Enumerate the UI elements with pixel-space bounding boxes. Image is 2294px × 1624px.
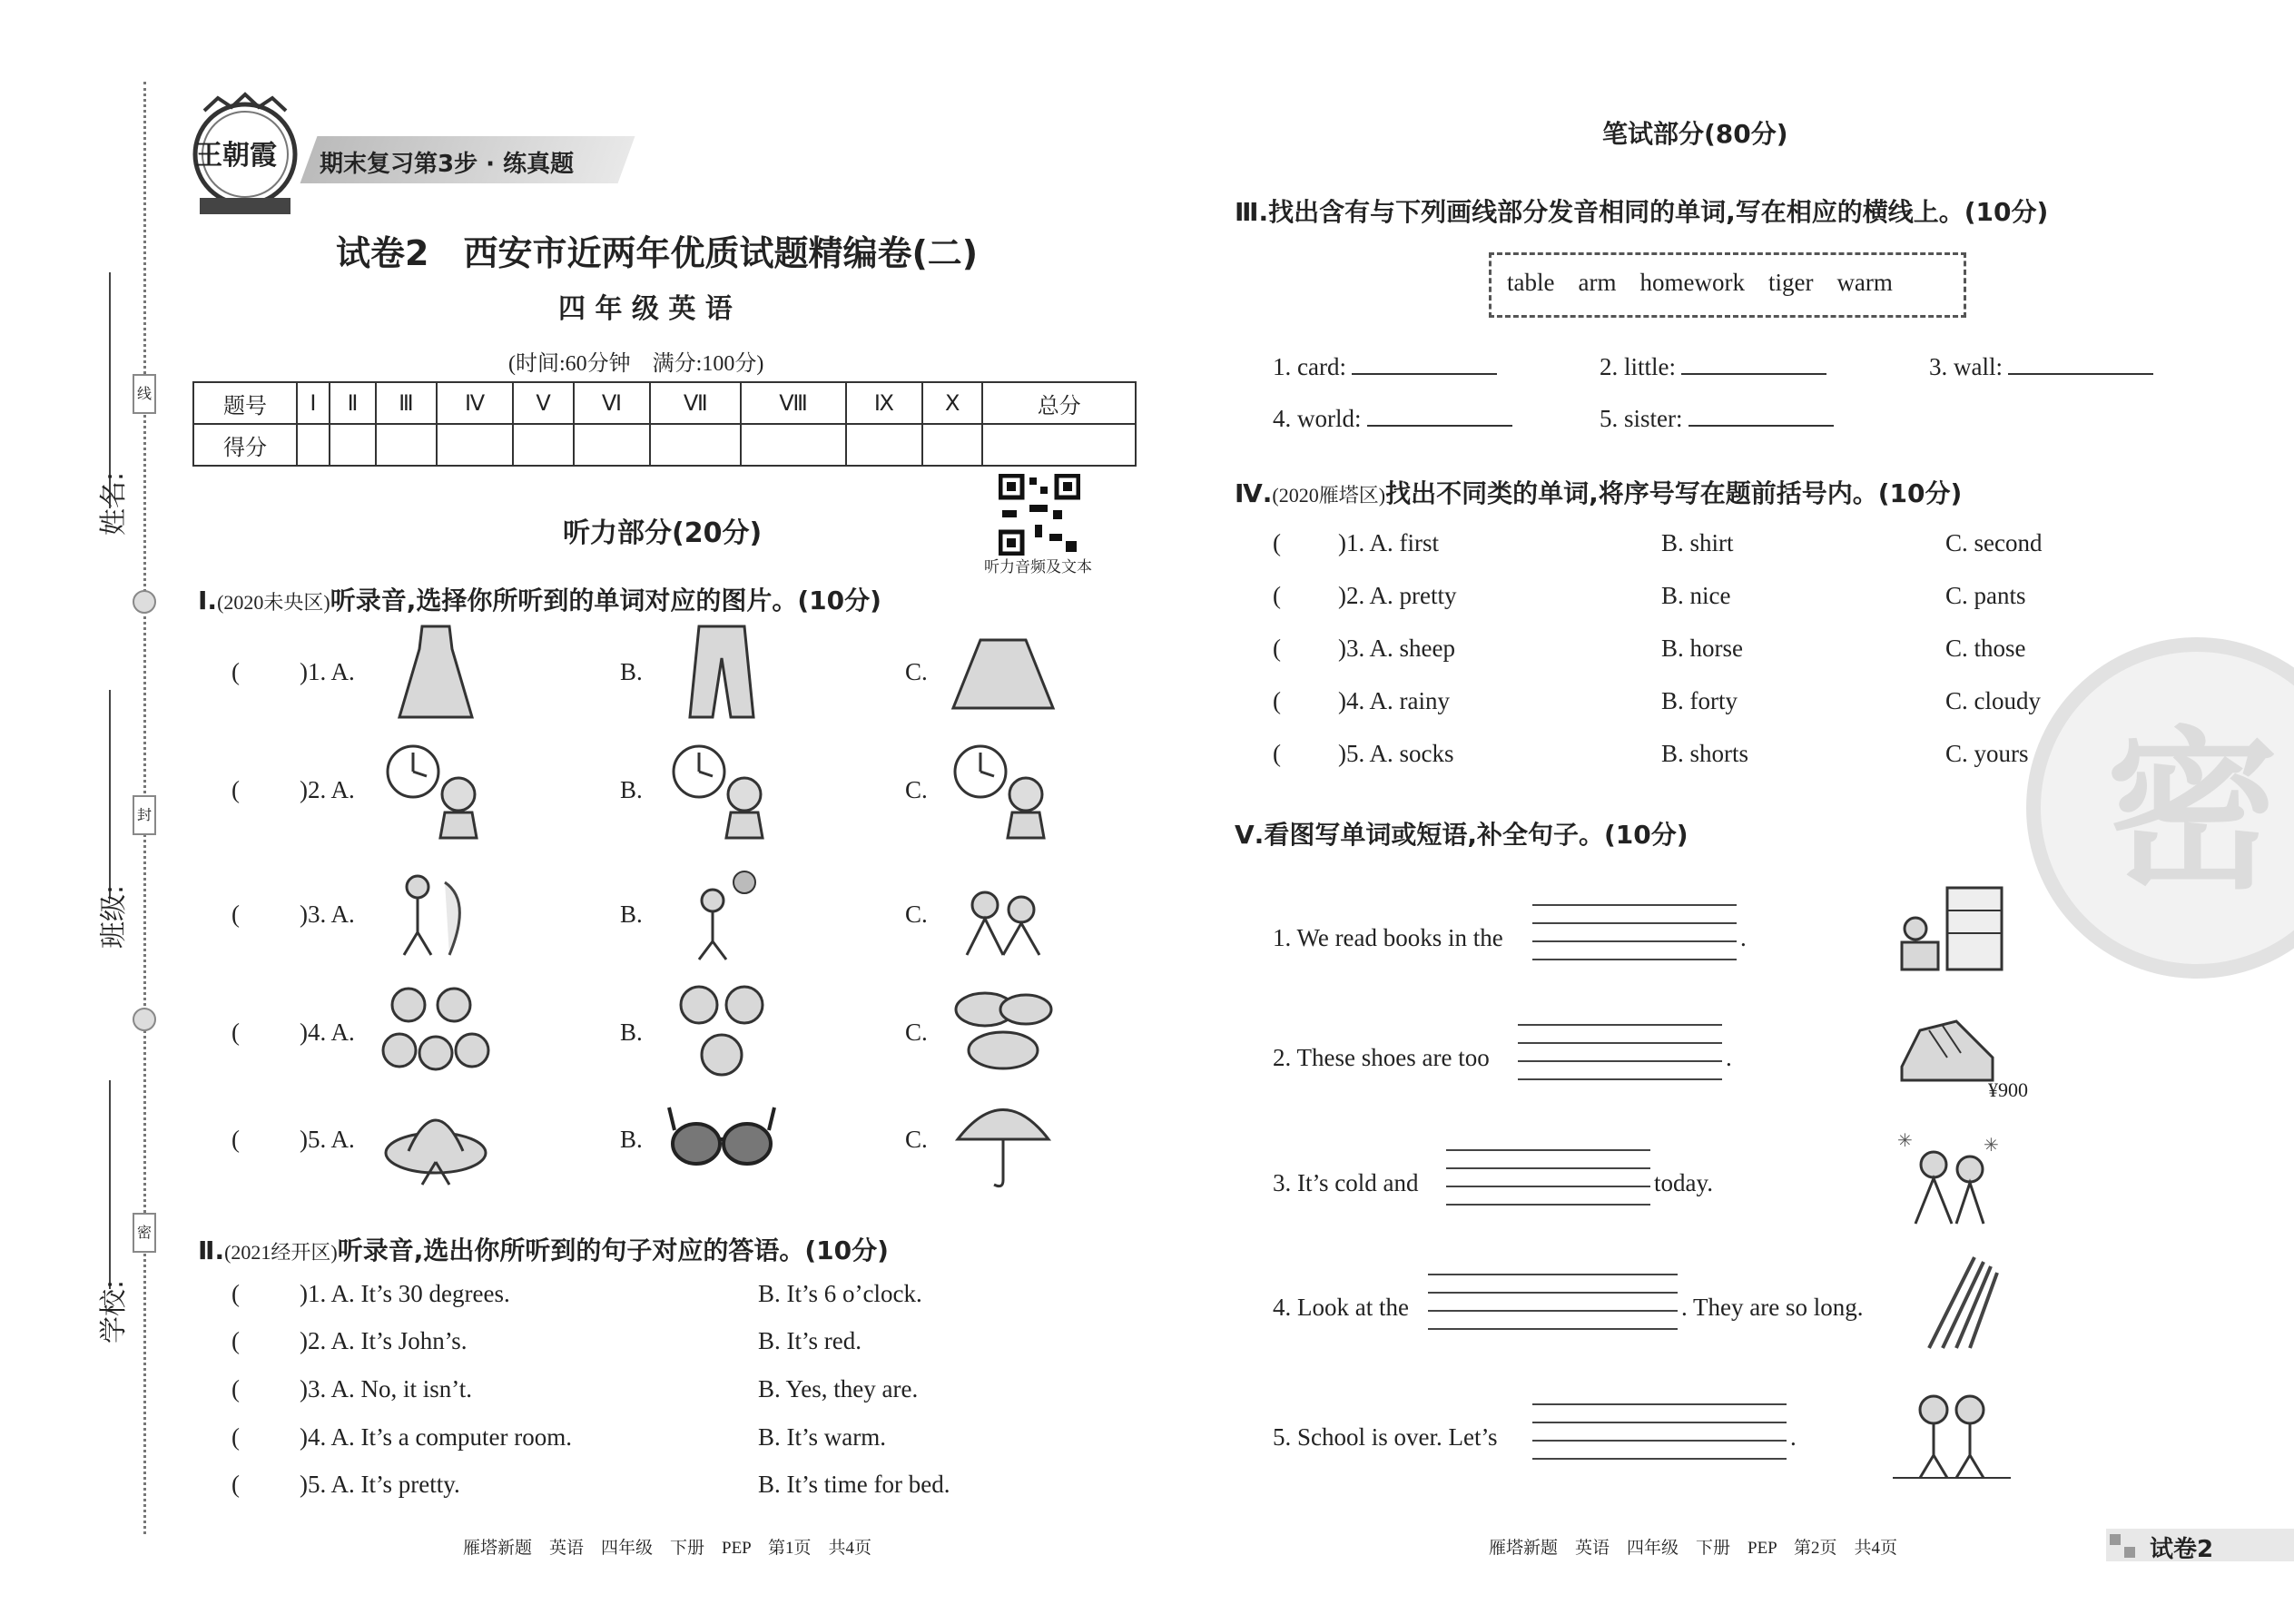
sentence-end: .: [1740, 924, 1747, 951]
score-header-row: [193, 382, 1136, 424]
item-label: )1. A.: [300, 658, 355, 685]
section5-heading: [1235, 815, 1689, 851]
section-number: Ⅳ.: [1235, 478, 1273, 508]
dress-picture: [381, 622, 490, 722]
option-b: B. Yes, they are.: [758, 1375, 919, 1403]
section-number: Ⅲ.: [1235, 197, 1269, 227]
score-header-cell: Ⅷ: [741, 382, 845, 424]
school-line: [109, 1080, 111, 1289]
skirt-picture: [949, 622, 1058, 722]
option-b-label: B.: [620, 901, 643, 928]
score-row: [193, 424, 1136, 466]
answer-paren[interactable]: (: [231, 1126, 240, 1153]
ruled-answer-lines[interactable]: [1446, 1149, 1650, 1204]
svg-text:✳: ✳: [1984, 1134, 1999, 1156]
score-input-cell[interactable]: [330, 424, 376, 466]
section-number: Ⅰ.: [198, 586, 218, 615]
secret-watermark-icon: [2015, 626, 2294, 989]
answer-paren[interactable]: (: [231, 1280, 240, 1307]
section-instruction: 找出不同类的单词,将序号写在题前括号内。(10分): [1385, 478, 1963, 508]
class-line: [109, 690, 111, 899]
footer-right: 雁塔新题 英语 四年级 下册 PEP 第2页 共4页: [1489, 1539, 1898, 1558]
pants-picture: [667, 622, 776, 722]
score-header-cell: Ⅸ: [846, 382, 922, 424]
ruled-answer-lines[interactable]: [1518, 1024, 1722, 1078]
sentence-end: .: [1726, 1044, 1732, 1071]
sentence-start: 3. It’s cold and: [1273, 1169, 1419, 1196]
item-label: )4. A.: [300, 1019, 355, 1046]
answer-blank[interactable]: [1352, 348, 1497, 375]
option-b-label: B.: [620, 1126, 643, 1153]
word-item: table: [1507, 269, 1555, 296]
answer-paren[interactable]: (: [231, 1327, 240, 1354]
score-header-cell: Ⅳ: [437, 382, 514, 424]
answer-paren[interactable]: (: [1273, 529, 1281, 556]
answer-paren[interactable]: (: [231, 901, 240, 928]
option-a: )5. A. It’s pretty.: [300, 1471, 460, 1498]
item-label: )3. A.: [300, 901, 355, 928]
time-info: (时间:60分钟 满分:100分): [508, 352, 764, 376]
answer-blank[interactable]: [1689, 399, 1834, 427]
score-row-label: 得分: [193, 424, 297, 466]
seal-line: 线: [133, 374, 156, 414]
potato-picture: [949, 982, 1058, 1082]
school-label: 学校:: [98, 1279, 130, 1343]
option-b-label: B.: [620, 658, 643, 685]
phonics-prompt: 3. wall:: [1929, 353, 2003, 380]
answer-paren[interactable]: (: [1273, 582, 1281, 609]
phonics-item: [1273, 399, 1512, 433]
answer-paren[interactable]: (: [1273, 635, 1281, 662]
footer-left: 雁塔新题 英语 四年级 下册 PEP 第1页 共4页: [463, 1539, 872, 1558]
clock-girl-picture: [381, 740, 490, 840]
option-c-label: C.: [905, 658, 928, 685]
score-header-cell: Ⅲ: [376, 382, 437, 424]
score-header-cell: Ⅹ: [922, 382, 982, 424]
hat-picture: [381, 1089, 490, 1189]
class-label: 班级:: [98, 884, 130, 949]
option-b: B. horse: [1661, 635, 1743, 662]
word-list: [1507, 269, 1916, 297]
scarf-picture: [1893, 1253, 2011, 1353]
sentence-end: .: [1790, 1423, 1797, 1451]
score-header-cell: Ⅱ: [330, 382, 376, 424]
library-picture: [1893, 883, 2011, 983]
score-input-cell[interactable]: [982, 424, 1136, 466]
sentence-end: . They are so long.: [1681, 1294, 1864, 1321]
umbrella-picture: [949, 1089, 1058, 1189]
qr-code-icon[interactable]: [999, 474, 1080, 556]
option-b-label: B.: [620, 776, 643, 803]
answer-paren[interactable]: (: [231, 658, 240, 685]
sunny-picture: [667, 864, 776, 964]
section-number: Ⅴ.: [1235, 820, 1265, 850]
option-a: )4. A. rainy: [1338, 687, 1450, 714]
section-tag: (2021经开区): [224, 1241, 338, 1264]
option-b: B. forty: [1661, 687, 1738, 714]
binding-hole: [133, 1008, 156, 1031]
clock-girl2-picture: [667, 740, 776, 840]
option-a: )3. A. No, it isn’t.: [300, 1375, 473, 1403]
brand-name: 王朝霞: [195, 140, 277, 172]
score-input-cell[interactable]: [376, 424, 437, 466]
name-label: 姓名:: [98, 471, 130, 536]
option-c-label: C.: [905, 901, 928, 928]
section-instruction: 看图写单词或短语,补全句子。(10分): [1264, 820, 1689, 850]
phonics-item: [1273, 348, 1497, 381]
onion-picture: [667, 982, 776, 1082]
answer-paren[interactable]: (: [1273, 740, 1281, 767]
score-input-cell[interactable]: [650, 424, 741, 466]
section-number: Ⅱ.: [198, 1235, 225, 1265]
paper-subtitle: 四 年 级 英 语: [558, 293, 733, 325]
option-b-label: B.: [620, 1019, 643, 1046]
item-label: )2. A.: [300, 776, 355, 803]
word-item: arm: [1578, 269, 1617, 296]
option-c-label: C.: [905, 1126, 928, 1153]
seal-mi: 密: [133, 1213, 156, 1253]
answer-blank[interactable]: [1681, 348, 1826, 375]
tomato-picture: [381, 982, 490, 1082]
option-a: )2. A. pretty: [1338, 582, 1457, 609]
written-title: 笔试部分(80分): [1602, 119, 1788, 149]
phonics-prompt: 5. sister:: [1600, 405, 1683, 432]
option-b: B. It’s 6 o’clock.: [758, 1280, 922, 1307]
windy-picture: [381, 864, 490, 964]
phonics-prompt: 1. card:: [1273, 353, 1346, 380]
answer-paren[interactable]: (: [231, 1471, 240, 1498]
sentence-start: 2. These shoes are too: [1273, 1044, 1490, 1071]
qr-caption: 听力音频及文本: [984, 558, 1092, 576]
option-b: B. shirt: [1661, 529, 1734, 556]
option-c: C. second: [1945, 529, 2043, 556]
section-tag: (2020未央区): [217, 591, 330, 614]
kids-picture: [1893, 1383, 2011, 1482]
section4-heading: [1235, 474, 1962, 510]
phonics-item: [1929, 348, 2153, 381]
option-c: C. yours: [1945, 740, 2029, 767]
option-a: )5. A. socks: [1338, 740, 1454, 767]
snowy-picture: [949, 864, 1058, 964]
score-header-cell: Ⅴ: [513, 382, 573, 424]
score-input-cell[interactable]: [437, 424, 514, 466]
option-a: )1. A. first: [1338, 529, 1439, 556]
score-input-cell[interactable]: [922, 424, 982, 466]
score-header-cell: Ⅵ: [574, 382, 651, 424]
option-a: )3. A. sheep: [1338, 635, 1455, 662]
section-instruction: 找出含有与下列画线部分发音相同的单词,写在相应的横线上。(10分): [1268, 197, 2049, 227]
option-a: )2. A. It’s John’s.: [300, 1327, 468, 1354]
item-label: )5. A.: [300, 1126, 355, 1153]
section3-heading: [1235, 192, 2048, 229]
score-header-cell: Ⅶ: [650, 382, 741, 424]
score-input-cell[interactable]: [741, 424, 845, 466]
sentence-start: 1. We read books in the: [1273, 924, 1503, 951]
option-c: C. pants: [1945, 582, 2026, 609]
score-header-cell: 总分: [982, 382, 1136, 424]
option-a: )1. A. It’s 30 degrees.: [300, 1280, 510, 1307]
price-tag: ¥900: [1988, 1078, 2028, 1101]
answer-paren[interactable]: (: [231, 1375, 240, 1403]
option-b: B. shorts: [1661, 740, 1749, 767]
section-instruction: 听录音,选出你所听到的句子对应的答语。(10分): [337, 1235, 889, 1265]
sunglasses-picture: [667, 1089, 776, 1189]
score-input-cell[interactable]: [297, 424, 330, 466]
seal-feng: 封: [133, 795, 156, 835]
score-input-cell[interactable]: [513, 424, 573, 466]
footer-tag-mark: [2124, 1547, 2135, 1558]
ruled-answer-lines[interactable]: [1532, 1403, 1787, 1458]
word-item: warm: [1836, 269, 1893, 296]
phonics-prompt: 4. world:: [1273, 405, 1362, 432]
phonics-item: [1600, 348, 1826, 381]
section-tag: (2020雁塔区): [1272, 484, 1386, 507]
option-c-label: C.: [905, 1019, 928, 1046]
snowy-picture: [1893, 1128, 2011, 1228]
listening-title: 听力部分(20分): [563, 517, 763, 549]
section1-heading: [198, 581, 881, 617]
svg-text:密: 密: [2106, 712, 2279, 912]
score-input-cell[interactable]: [846, 424, 922, 466]
option-a: )4. A. It’s a computer room.: [300, 1423, 572, 1451]
step-label: 期末复习第3步 · 练真题: [320, 151, 575, 178]
phonics-prompt: 2. little:: [1600, 353, 1676, 380]
answer-blank[interactable]: [2008, 348, 2153, 375]
option-b: B. nice: [1661, 582, 1731, 609]
ruled-answer-lines[interactable]: [1532, 904, 1737, 959]
score-input-cell[interactable]: [574, 424, 651, 466]
answer-paren[interactable]: (: [231, 1423, 240, 1451]
word-item: tiger: [1767, 269, 1814, 296]
option-b: B. It’s warm.: [758, 1423, 886, 1451]
option-b: B. It’s red.: [758, 1327, 861, 1354]
score-header-cell: 题号: [193, 382, 297, 424]
section-instruction: 听录音,选择你所听到的单词对应的图片。(10分): [330, 586, 881, 615]
section2-heading: [198, 1231, 889, 1267]
answer-blank[interactable]: [1367, 399, 1512, 427]
sentence-start: 4. Look at the: [1273, 1294, 1409, 1321]
option-b: B. It’s time for bed.: [758, 1471, 950, 1498]
answer-paren[interactable]: (: [231, 1019, 240, 1046]
svg-text:✳: ✳: [1897, 1129, 1913, 1151]
footer-tag: 试卷2: [2150, 1536, 2214, 1563]
score-header-cell: Ⅰ: [297, 382, 330, 424]
clock-kids-picture: [949, 740, 1058, 840]
option-c: C. cloudy: [1945, 687, 2041, 714]
option-c: C. those: [1945, 635, 2026, 662]
answer-paren[interactable]: (: [231, 776, 240, 803]
score-table: [192, 381, 1137, 467]
footer-tag-mark: [2110, 1534, 2121, 1545]
binding-hole: [133, 590, 156, 614]
phonics-item: [1600, 399, 1834, 433]
sentence-end: today.: [1654, 1169, 1713, 1196]
paper-title: 试卷2 西安市近两年优质试题精编卷(二): [336, 233, 979, 273]
answer-paren[interactable]: (: [1273, 687, 1281, 714]
option-c-label: C.: [905, 776, 928, 803]
ruled-answer-lines[interactable]: [1428, 1274, 1678, 1328]
sentence-start: 5. School is over. Let’s: [1273, 1423, 1498, 1451]
word-item: homework: [1639, 269, 1745, 296]
